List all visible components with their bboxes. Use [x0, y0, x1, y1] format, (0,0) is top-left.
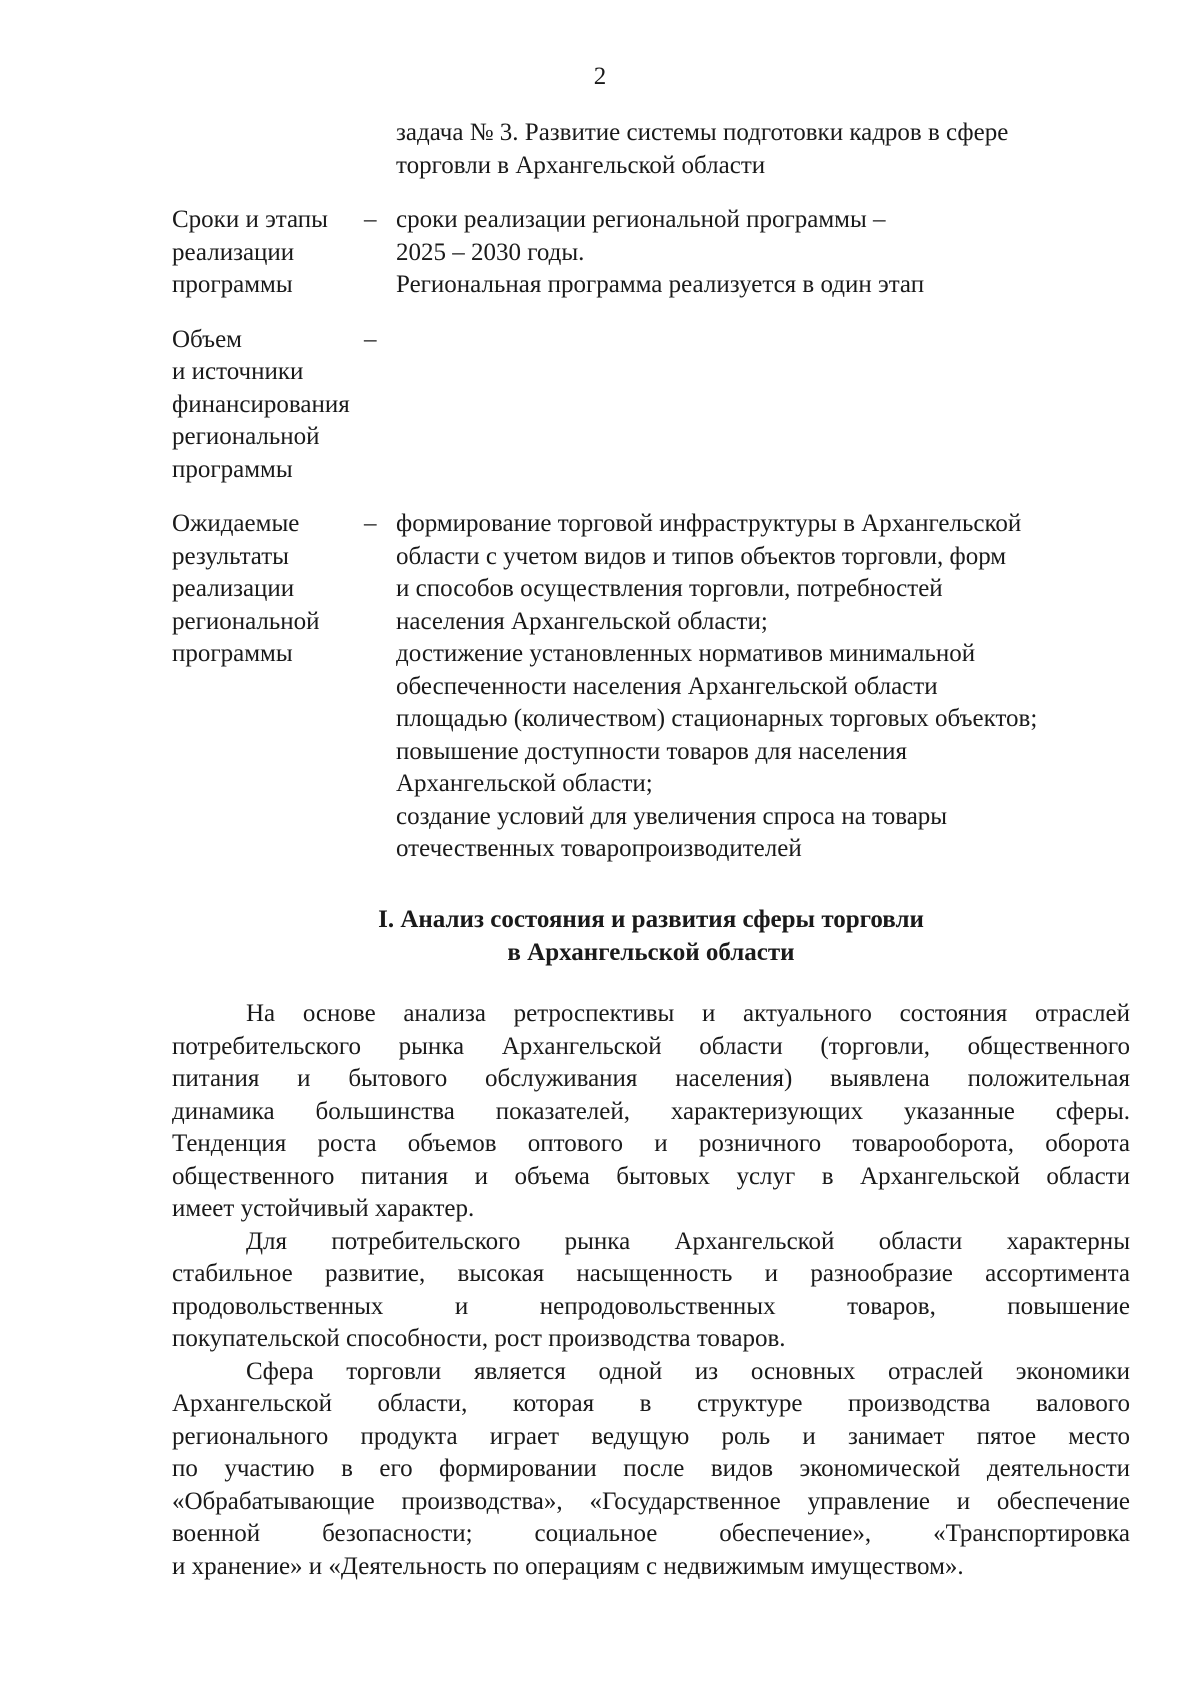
- passport-dash: –: [364, 206, 377, 233]
- paragraph-line: потребительского рынка Архангельской области (торговли, общественного: [172, 1032, 1130, 1060]
- passport-value-line: формирование торговой инфраструктуры в Архангельской: [396, 510, 1022, 537]
- paragraph-line: «Обрабатывающие производства», «Государственное управление и обеспечение: [172, 1487, 1130, 1515]
- paragraph-line: и хранение» и «Деятельность по операциям с недвижимым имуществом».: [172, 1552, 964, 1580]
- paragraph-line: динамика большинства показателей, характеризующих указанные сферы.: [172, 1097, 1130, 1125]
- passport-row-expected-results: [172, 508, 1130, 866]
- paragraph-line: Сфера торговли является одной из основных отраслей экономики: [246, 1357, 1130, 1385]
- paragraph-line: по участию в его формировании после видов экономической деятельности: [172, 1455, 1130, 1482]
- paragraph-line: Для потребительского рынка Архангельской области характерны: [246, 1227, 1130, 1255]
- paragraph: [172, 1226, 1130, 1356]
- paragraph-line: питания и бытового обслуживания населения) выявлена положительная: [172, 1065, 1130, 1092]
- paragraph-line: Тенденция роста объемов оптового и розничного товарооборота, оборота: [172, 1130, 1130, 1157]
- passport-value-line: повышение доступности товаров для населения: [396, 737, 907, 765]
- passport-label-line: реализации: [172, 238, 295, 266]
- passport-value-line: достижение установленных нормативов минимальной: [396, 640, 976, 667]
- passport-value-line: и способов осуществления торговли, потребностей: [396, 575, 943, 602]
- passport-label-line: региональной: [172, 423, 320, 450]
- passport-value-line: отечественных товаропроизводителей: [396, 835, 802, 862]
- passport-value-line: населения Архангельской области;: [396, 607, 768, 635]
- passport-row-task3: [172, 117, 1130, 182]
- passport-label-line: реализации: [172, 575, 295, 602]
- section-body: [172, 998, 1130, 1583]
- passport-label: [172, 508, 364, 866]
- paragraph-line: общественного питания и объема бытовых услуг в Архангельской области: [172, 1162, 1130, 1190]
- paragraph-line: военной безопасности; социальное обеспечение», «Транспортировка: [172, 1520, 1130, 1547]
- passport-value-line: создание условий для увеличения спроса на товары: [396, 802, 948, 830]
- paragraph-line: Архангельской области, которая в структуре производства валового: [172, 1390, 1130, 1417]
- paragraph-line: стабильное развитие, высокая насыщенность и разнообразие ассортимента: [172, 1260, 1130, 1287]
- program-passport-table: [172, 117, 1130, 888]
- section-heading: [172, 903, 1130, 969]
- page-number: 2: [593, 63, 607, 90]
- passport-label: [172, 117, 364, 182]
- section-heading-line: в Архангельской области: [507, 939, 795, 966]
- passport-value: [396, 508, 1130, 866]
- passport-label-line: и источники: [172, 358, 304, 385]
- paragraph-line: регионального продукта играет ведущую роль и занимает пятое место: [172, 1422, 1130, 1450]
- paragraph-line: продовольственных и непродовольственных товаров, повышение: [172, 1292, 1130, 1320]
- passport-label-line: региональной: [172, 607, 320, 635]
- passport-value: [396, 324, 1130, 487]
- paragraph-line: имеет устойчивый характер.: [172, 1195, 475, 1222]
- passport-value-line: Региональная программа реализуется в один этап: [396, 271, 925, 298]
- passport-value: [396, 117, 1130, 182]
- passport-label: [172, 324, 364, 487]
- passport-label-line: программы: [172, 640, 293, 667]
- passport-value-line: области с учетом видов и типов объектов торговли, форм: [396, 542, 1007, 570]
- passport-row-funding: [172, 324, 1130, 487]
- passport-value-line: обеспеченности населения Архангельской области: [396, 672, 938, 700]
- passport-label-line: Сроки и этапы: [172, 206, 328, 233]
- passport-label: [172, 204, 364, 302]
- passport-value: [396, 204, 1130, 302]
- passport-label-line: программы: [172, 271, 293, 298]
- passport-value-line: сроки реализации региональной программы –: [396, 206, 886, 233]
- passport-label-line: программы: [172, 455, 293, 483]
- passport-label-line: результаты: [172, 542, 289, 570]
- passport-label-line: Объем: [172, 325, 242, 353]
- passport-value-line: Архангельской области;: [396, 770, 653, 797]
- passport-value-line: площадью (количеством) стационарных торговых объектов;: [396, 705, 1038, 732]
- paragraph-line: покупательской способности, рост производства товаров.: [172, 1325, 786, 1352]
- passport-dash: –: [364, 325, 377, 353]
- section-heading-line: I. Анализ состояния и развития сферы торговли: [378, 906, 924, 933]
- passport-label-line: Ожидаемые: [172, 510, 300, 537]
- passport-dash: [364, 117, 396, 182]
- passport-dash: –: [364, 510, 377, 537]
- passport-label-line: финансирования: [172, 390, 350, 418]
- paragraph: [172, 1356, 1130, 1584]
- paragraph-line: На основе анализа ретроспективы и актуального состояния отраслей: [246, 1000, 1130, 1027]
- passport-value-line: торговли в Архангельской области: [396, 151, 766, 179]
- passport-value-line: 2025 – 2030 годы.: [396, 238, 585, 266]
- passport-value-line: задача № 3. Развитие системы подготовки кадров в сфере: [396, 119, 1009, 146]
- passport-row-terms: [172, 204, 1130, 302]
- paragraph: [172, 998, 1130, 1226]
